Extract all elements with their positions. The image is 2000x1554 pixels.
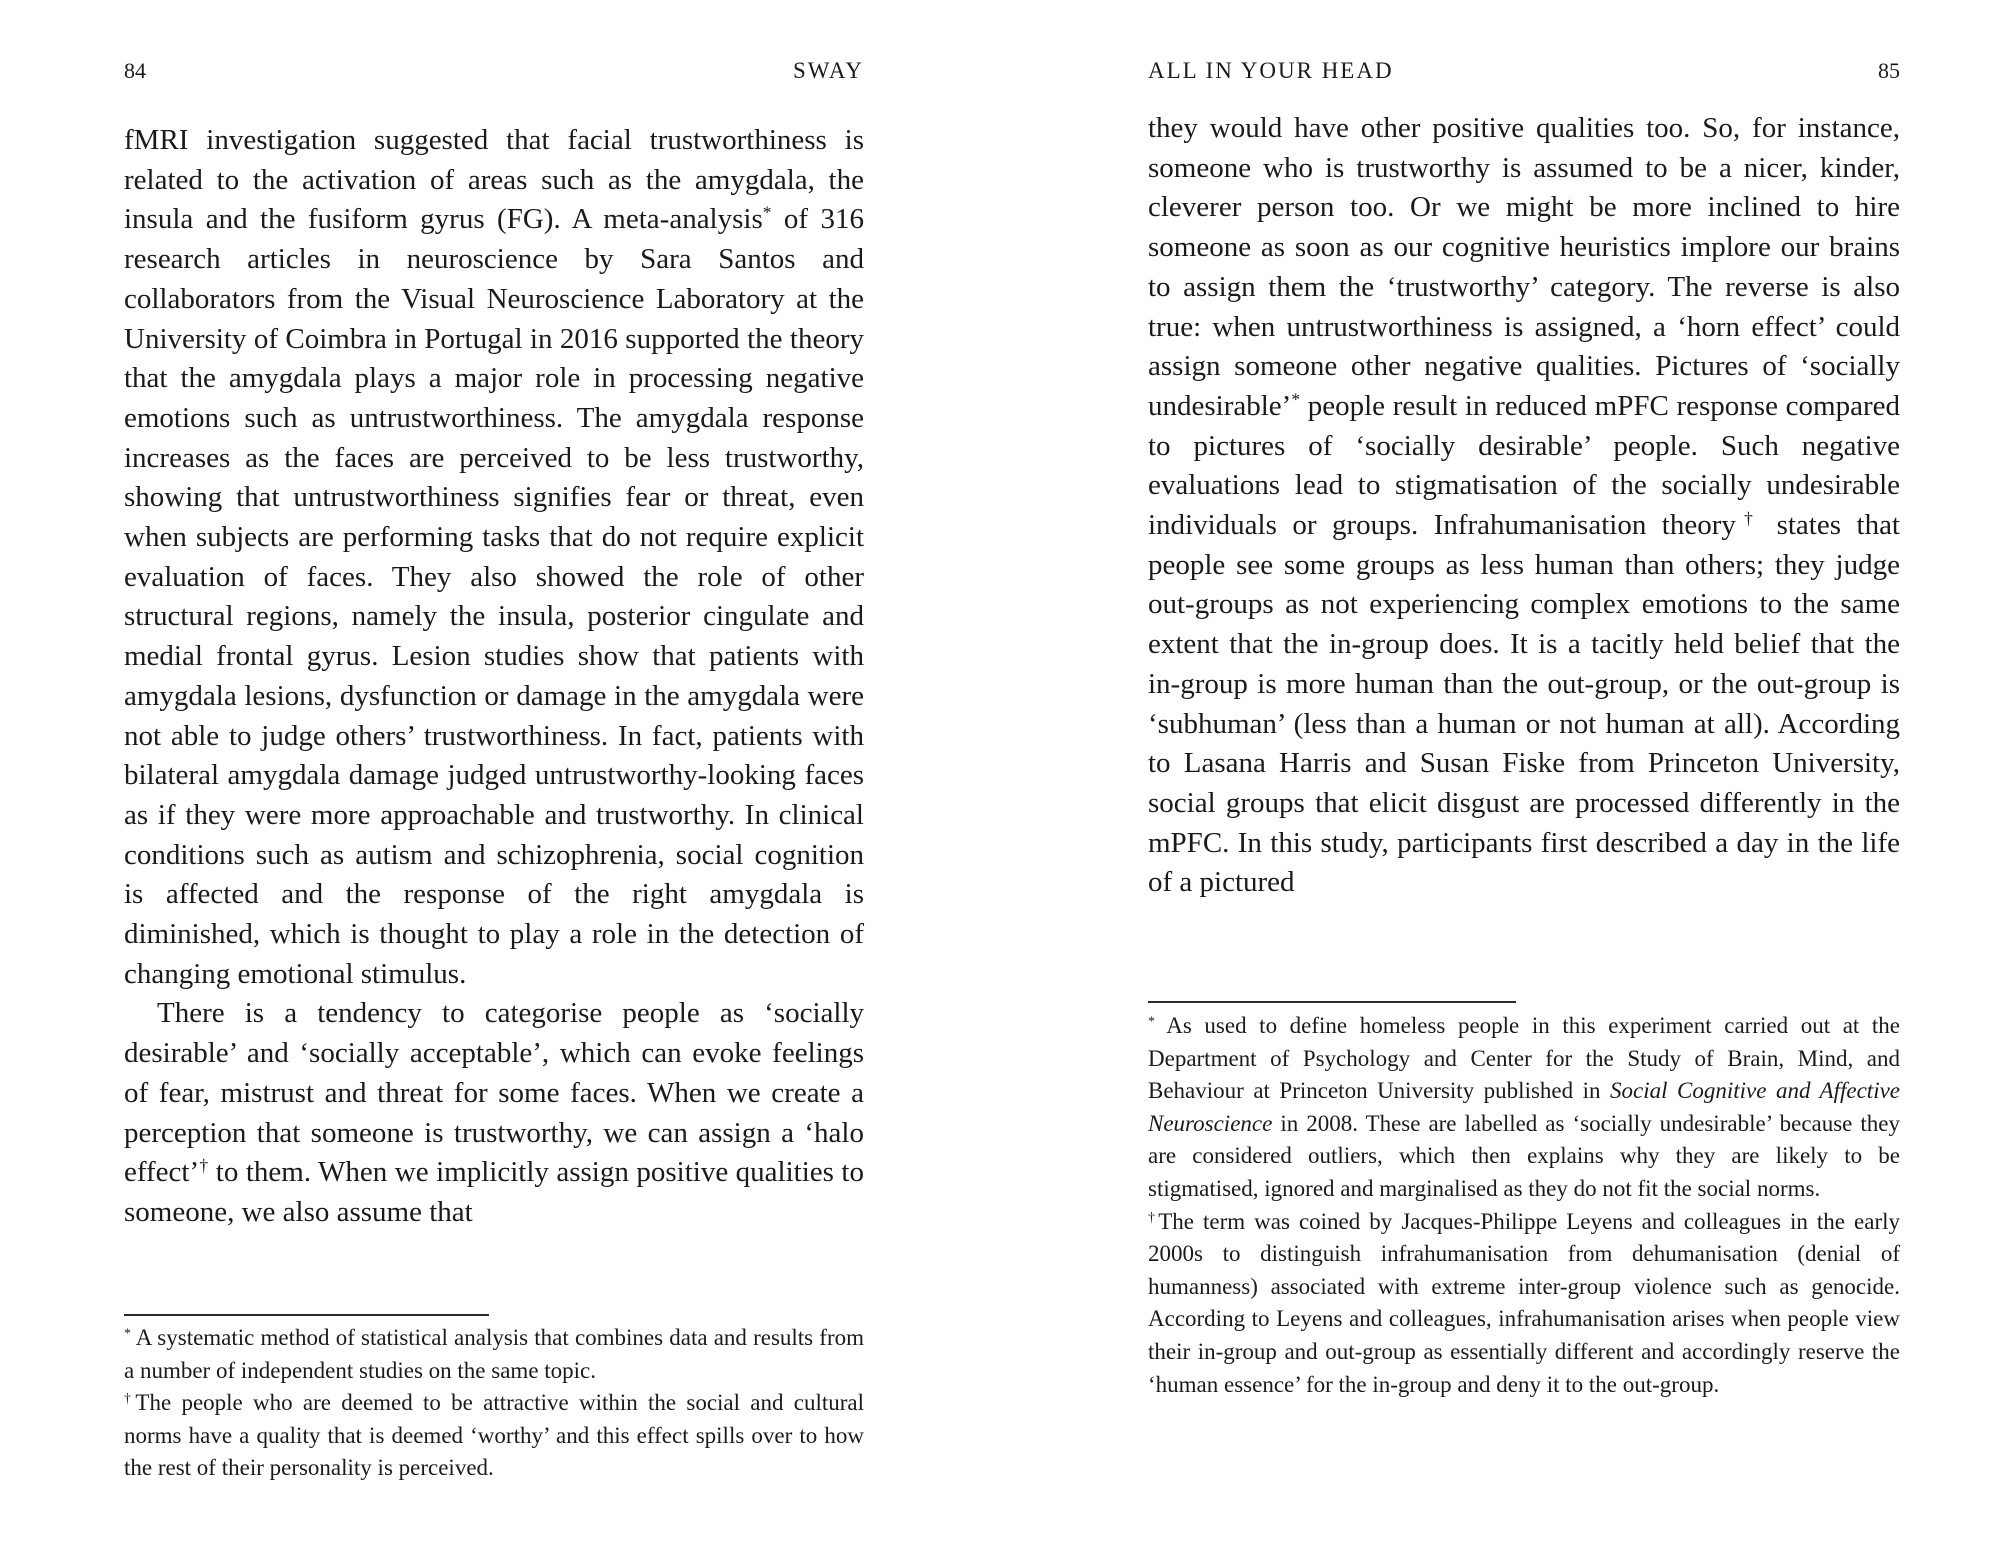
right-running-head (1148, 58, 1900, 98)
journal-title: Social Cognitive and Affective Neuroscience (1148, 1078, 1900, 1136)
right-page (1148, 0, 1900, 1554)
footnote-symbol: * (124, 1325, 131, 1341)
left-page (124, 0, 864, 1554)
paragraph: fMRI investigation suggested that facial trustworthiness is related to the activation of areas such as the amygdala, the insula and the fusiform gyrus (FG). A meta-analysis* of 316 research articles in neuroscience by Sara Santos and collaborators from the Visual Neuroscience Laboratory at the University of Coimbra in Portugal in 2016 supported the theory that the amygdala plays a major role in processing negative emotions such as untrustworthiness. The amygdala response increases as the faces are perceived to be less trustworthy, showing that untrustworthiness signifies fear or threat, even when subjects are performing tasks that do not require explicit evaluation of faces. They also showed the role of other structural regions, namely the insula, posterior cingulate and medial frontal gyrus. Lesion studies show that patients with amygdala lesions, dysfunction or damage in the amygdala were not able to judge others’ trustworthiness. In fact, patients with bilateral amygdala damage judged untrustworthy-looking faces as if they were more approachable and trustworthy. In clinical conditions such as autism and schizophrenia, social cognition is affected and the response of the right amygdala is diminished, which is thought to play a role in the detection of changing emotional stimulus. (124, 124, 864, 990)
footnote-marker: † (1735, 508, 1762, 529)
chapter-title-head: ALL IN YOUR HEAD (1148, 58, 1394, 83)
right-footnotes (1148, 1010, 1900, 1401)
left-footnotes (124, 1322, 864, 1485)
footnote: †The term was coined by Jacques-Philippe Leyens and colleagues in the early 2000s to distinguish infrahumanisation from dehumanisation (denial of humanness) associated with extreme inter-group violence such as genocide. According to Leyens and colleagues, infrahumanisation arises when people view their in-group and out-group as essentially different and accordingly reserve the ‘human essence’ for the in-group and deny it to the out-group. (1148, 1208, 1901, 1397)
footnote: †The people who are deemed to be attractive within the social and cultural norms have a quality that is deemed ‘worthy’ and this effect spills over to how the rest of their personality is perceived. (124, 1390, 864, 1481)
footnote-marker: † (199, 1155, 209, 1176)
book-title-head: SWAY (792, 58, 864, 83)
right-page-number: 85 (1878, 58, 1900, 83)
footnote-symbol: † (124, 1390, 136, 1406)
left-body-text (124, 121, 864, 1233)
paragraph: There is a tendency to categorise people as ‘socially desirable’ and ‘socially acceptable’, which can evoke feelings of fear, mistrust and threat for some faces. When we create a perception that someone is trustworthy, we can assign a ‘halo effect’† to them. When we implicitly assign positive qualities to someone, we also assume that (124, 997, 864, 1228)
footnote-marker: * (762, 202, 772, 223)
left-page-number: 84 (124, 58, 146, 83)
paragraph: they would have other positive qualities too. So, for instance, someone who is trustworthy is assumed to be a nicer, kinder, cleverer person too. Or we might be more inclined to hire someone as soon as our cognitive heuristics implore our brains to assign them the ‘trustworthy’ category. The reverse is also true: when untrustworthiness is assigned, a ‘horn effect’ could assign someone other negative qualities. Pictures of ‘socially undesirable’* people result in reduced mPFC response compared to pictures of ‘socially desirable’ people. Such negative evaluations lead to stigmatisation of the socially undesirable individuals or groups. Infrahumanisation theory† states that people see some groups as less human than others; they judge out-groups as not experiencing complex emotions to the same extent that the in-group does. It is a tacitly held belief that the in-group is more human than the out-group, or the out-group is ‘subhuman’ (less than a human or not human at all). According to Lasana Harris and Susan Fiske from Princeton University, social groups that elicit disgust are processed differently in the mPFC. In this study, participants first described a day in the life of a pictured (1148, 112, 1900, 899)
footnote: * A systematic method of statistical analysis that combines data and results from a number of independent studies on the same topic. (124, 1325, 864, 1383)
footnote-divider (124, 1314, 489, 1316)
footnote: * As used to define homeless people in this experiment carried out at the Department of Psychology and Center for the Study of Brain, Mind, and Behaviour at Princeton University published in Social Cognitive and Affective Neuroscience in 2008. These are labelled as ‘socially undesirable’ because they are considered outliers, which then explains why they are likely to be stigmatised, ignored and marginalised as they do not fit the social norms. (1148, 1013, 1900, 1201)
right-body-text (1148, 109, 1900, 903)
footnote-marker: * (1291, 389, 1301, 410)
footnote-divider (1148, 1001, 1516, 1003)
left-running-head (124, 58, 864, 98)
footnote-symbol: † (1148, 1208, 1159, 1224)
footnote-symbol: * (1148, 1013, 1155, 1029)
